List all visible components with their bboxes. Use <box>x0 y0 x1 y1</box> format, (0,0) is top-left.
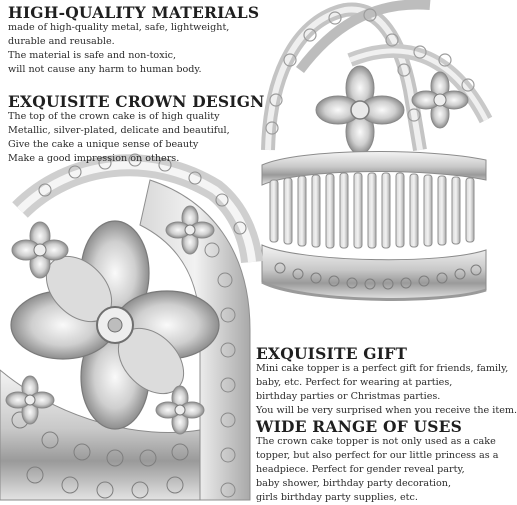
section-text-line: baby, etc. Perfect for wearing at parties, <box>256 377 453 389</box>
section-text-line: Mini cake topper is a perfect gift for friends, family, <box>256 363 509 375</box>
section-text-line: The top of the crown cake is of high quality <box>8 111 220 123</box>
section-text-line: The material is safe and non-toxic, <box>8 50 177 62</box>
section-text-line: Make a good impression on others. <box>8 153 180 165</box>
section-text-line: girls birthday party supplies, etc. <box>256 492 418 504</box>
section-text-line: durable and reusable. <box>8 36 115 48</box>
section-wide-range-of-uses <box>256 418 498 505</box>
section-text-line: will not cause any harm to human body. <box>8 64 202 76</box>
section-exquisite-crown-design <box>8 93 265 166</box>
section-title: EXQUISITE GIFT <box>256 344 408 363</box>
section-high-quality-materials <box>8 4 259 77</box>
section-title: WIDE RANGE OF USES <box>256 417 463 436</box>
section-text-line: topper, but also perfect for our little princess as a <box>256 450 499 462</box>
crown-bottom-left <box>0 154 252 500</box>
section-title: EXQUISITE CROWN DESIGN <box>8 92 265 111</box>
section-exquisite-gift <box>256 345 517 418</box>
section-text-line: Metallic, silver-plated, delicate and beautiful, <box>8 125 230 137</box>
section-text-line: You will be very surprised when you receive the item. <box>256 405 517 417</box>
section-text-line: Give the cake a unique sense of beauty <box>8 139 199 151</box>
section-text-line: birthday parties or Christmas parties. <box>256 391 441 403</box>
section-text-line: headpiece. Perfect for gender reveal party, <box>256 464 465 476</box>
crown-top-right <box>262 4 486 299</box>
section-text-line: made of high-quality metal, safe, lightweight, <box>8 22 230 34</box>
section-text-line: The crown cake topper is not only used as a cake <box>256 436 496 448</box>
section-text-line: baby shower, birthday party decoration, <box>256 478 452 490</box>
section-title: HIGH-QUALITY MATERIALS <box>8 3 260 22</box>
